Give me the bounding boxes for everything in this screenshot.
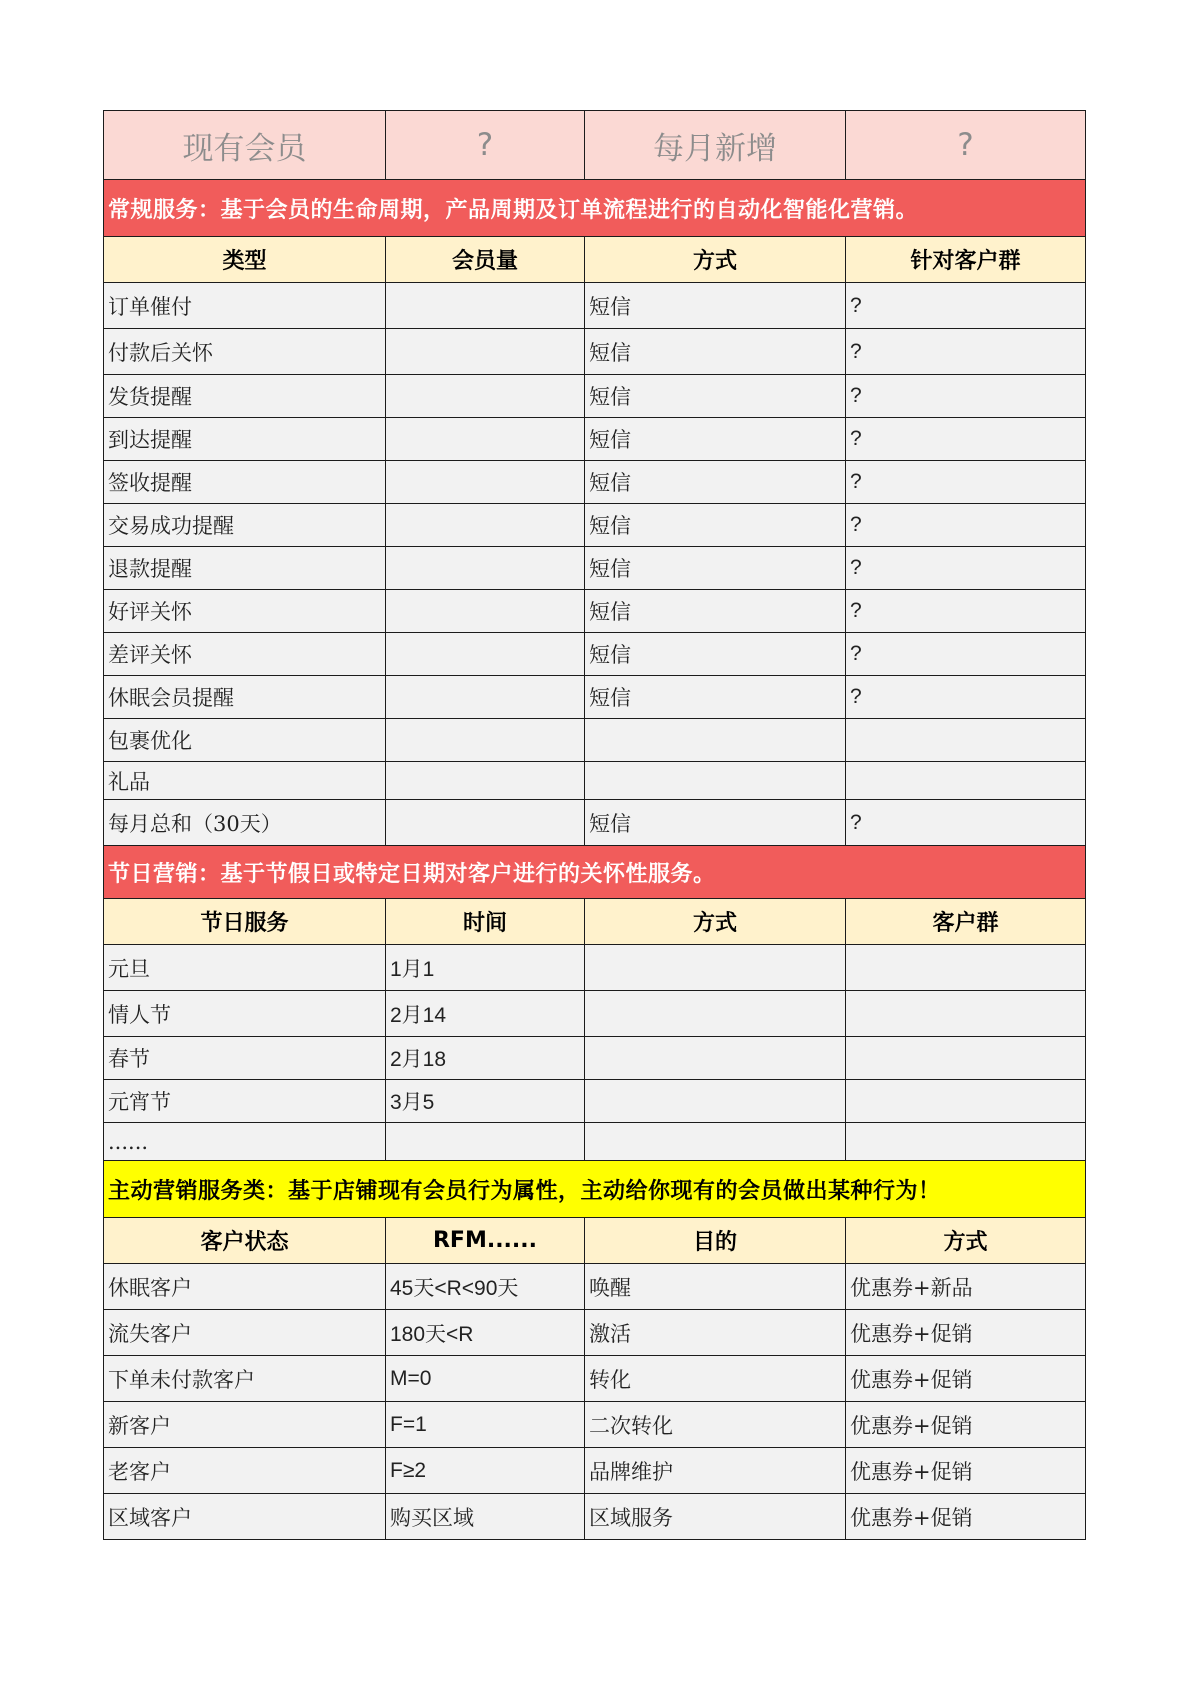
holiday-date-cell[interactable]: 3月5 bbox=[386, 1080, 585, 1123]
holiday-date-cell[interactable] bbox=[386, 1123, 585, 1161]
routine-method-cell[interactable]: 短信 bbox=[585, 676, 846, 719]
holiday-method-cell[interactable] bbox=[585, 1123, 846, 1161]
active-rfm-cell[interactable]: M=0 bbox=[386, 1356, 585, 1402]
monthly-new-value[interactable]: ? bbox=[846, 111, 1086, 180]
routine-volume-cell[interactable] bbox=[386, 633, 585, 676]
active-method-cell[interactable]: 优惠券+促销 bbox=[846, 1310, 1086, 1356]
active-banner-row bbox=[104, 1161, 1086, 1218]
routine-volume-cell[interactable] bbox=[386, 676, 585, 719]
routine-type-cell[interactable]: 订单催付 bbox=[104, 283, 386, 329]
routine-row bbox=[104, 329, 1086, 375]
active-header-goal: 目的 bbox=[585, 1218, 846, 1264]
holiday-header-row bbox=[104, 899, 1086, 945]
routine-method-cell[interactable] bbox=[585, 719, 846, 762]
active-header-status: 客户状态 bbox=[104, 1218, 386, 1264]
holiday-group-cell[interactable] bbox=[846, 945, 1086, 991]
summary-row bbox=[104, 111, 1086, 180]
routine-type-cell[interactable]: 休眠会员提醒 bbox=[104, 676, 386, 719]
active-rfm-cell[interactable]: 180天<R bbox=[386, 1310, 585, 1356]
routine-row bbox=[104, 719, 1086, 762]
routine-group-cell[interactable]: ? bbox=[846, 283, 1086, 329]
routine-row bbox=[104, 633, 1086, 676]
active-row bbox=[104, 1264, 1086, 1310]
routine-type-cell[interactable]: 好评关怀 bbox=[104, 590, 386, 633]
active-header-rfm: RFM...... bbox=[386, 1218, 585, 1264]
routine-group-cell[interactable]: ? bbox=[846, 547, 1086, 590]
routine-group-cell[interactable]: ? bbox=[846, 461, 1086, 504]
routine-volume-cell[interactable] bbox=[386, 329, 585, 375]
holiday-header-name: 节日服务 bbox=[104, 899, 386, 945]
holiday-header-group: 客户群 bbox=[846, 899, 1086, 945]
routine-row bbox=[104, 375, 1086, 418]
holiday-date-cell[interactable]: 2月14 bbox=[386, 991, 585, 1037]
holiday-group-cell[interactable] bbox=[846, 1080, 1086, 1123]
active-status-cell[interactable]: 区域客户 bbox=[104, 1494, 386, 1540]
holiday-name-cell[interactable]: 情人节 bbox=[104, 991, 386, 1037]
active-status-cell[interactable]: 流失客户 bbox=[104, 1310, 386, 1356]
holiday-group-cell[interactable] bbox=[846, 1037, 1086, 1080]
routine-group-cell[interactable]: ? bbox=[846, 329, 1086, 375]
routine-type-cell[interactable]: 到达提醒 bbox=[104, 418, 386, 461]
active-header-row bbox=[104, 1218, 1086, 1264]
active-goal-cell[interactable]: 转化 bbox=[585, 1356, 846, 1402]
routine-volume-cell[interactable] bbox=[386, 800, 585, 846]
routine-group-cell[interactable]: ? bbox=[846, 800, 1086, 846]
active-rfm-cell[interactable]: 45天<R<90天 bbox=[386, 1264, 585, 1310]
routine-method-cell[interactable]: 短信 bbox=[585, 633, 846, 676]
routine-banner: 常规服务：基于会员的生命周期，产品周期及订单流程进行的自动化智能化营销。 bbox=[104, 180, 1086, 237]
active-status-cell[interactable]: 老客户 bbox=[104, 1448, 386, 1494]
routine-method-cell[interactable]: 短信 bbox=[585, 283, 846, 329]
existing-members-value[interactable]: ? bbox=[386, 111, 585, 180]
routine-type-cell[interactable]: 发货提醒 bbox=[104, 375, 386, 418]
routine-row bbox=[104, 283, 1086, 329]
routine-row bbox=[104, 418, 1086, 461]
holiday-header-date: 时间 bbox=[386, 899, 585, 945]
routine-volume-cell[interactable] bbox=[386, 719, 585, 762]
routine-method-cell[interactable]: 短信 bbox=[585, 547, 846, 590]
routine-volume-cell[interactable] bbox=[386, 590, 585, 633]
holiday-row bbox=[104, 1037, 1086, 1080]
routine-method-cell[interactable]: 短信 bbox=[585, 590, 846, 633]
active-row bbox=[104, 1402, 1086, 1448]
holiday-row bbox=[104, 945, 1086, 991]
routine-header-method: 方式 bbox=[585, 237, 846, 283]
routine-banner-row bbox=[104, 180, 1086, 237]
holiday-row bbox=[104, 1080, 1086, 1123]
routine-row bbox=[104, 461, 1086, 504]
routine-type-cell[interactable]: 退款提醒 bbox=[104, 547, 386, 590]
active-row bbox=[104, 1310, 1086, 1356]
routine-row bbox=[104, 547, 1086, 590]
routine-group-cell[interactable] bbox=[846, 719, 1086, 762]
active-method-cell[interactable]: 优惠券+促销 bbox=[846, 1356, 1086, 1402]
routine-row bbox=[104, 676, 1086, 719]
routine-volume-cell[interactable] bbox=[386, 762, 585, 800]
active-method-cell[interactable]: 优惠券+促销 bbox=[846, 1402, 1086, 1448]
routine-method-cell[interactable]: 短信 bbox=[585, 329, 846, 375]
holiday-method-cell[interactable] bbox=[585, 1080, 846, 1123]
holiday-date-cell[interactable]: 2月18 bbox=[386, 1037, 585, 1080]
routine-header-row bbox=[104, 237, 1086, 283]
holiday-group-cell[interactable] bbox=[846, 1123, 1086, 1161]
routine-type-cell[interactable]: 交易成功提醒 bbox=[104, 504, 386, 547]
active-row bbox=[104, 1494, 1086, 1540]
routine-volume-cell[interactable] bbox=[386, 504, 585, 547]
routine-header-volume: 会员量 bbox=[386, 237, 585, 283]
active-row bbox=[104, 1448, 1086, 1494]
routine-method-cell[interactable]: 短信 bbox=[585, 418, 846, 461]
routine-group-cell[interactable]: ? bbox=[846, 633, 1086, 676]
active-rfm-cell[interactable]: 购买区域 bbox=[386, 1494, 585, 1540]
holiday-header-method: 方式 bbox=[585, 899, 846, 945]
routine-method-cell[interactable]: 短信 bbox=[585, 375, 846, 418]
routine-group-cell[interactable]: ? bbox=[846, 504, 1086, 547]
active-rfm-cell[interactable]: F=1 bbox=[386, 1402, 585, 1448]
active-method-cell[interactable]: 优惠券+促销 bbox=[846, 1494, 1086, 1540]
routine-method-cell[interactable]: 短信 bbox=[585, 461, 846, 504]
routine-group-cell[interactable] bbox=[846, 762, 1086, 800]
active-status-cell[interactable]: 下单未付款客户 bbox=[104, 1356, 386, 1402]
holiday-method-cell[interactable] bbox=[585, 945, 846, 991]
holiday-banner: 节日营销：基于节假日或特定日期对客户进行的关怀性服务。 bbox=[104, 846, 1086, 899]
active-method-cell[interactable]: 优惠券+促销 bbox=[846, 1448, 1086, 1494]
holiday-banner-row bbox=[104, 846, 1086, 899]
holiday-row bbox=[104, 991, 1086, 1037]
active-status-cell[interactable]: 休眠客户 bbox=[104, 1264, 386, 1310]
holiday-name-cell[interactable]: 春节 bbox=[104, 1037, 386, 1080]
routine-volume-cell[interactable] bbox=[386, 547, 585, 590]
member-marketing-table bbox=[103, 110, 1086, 1540]
routine-method-cell[interactable]: 短信 bbox=[585, 504, 846, 547]
active-header-method: 方式 bbox=[846, 1218, 1086, 1264]
active-rfm-cell[interactable]: F≥2 bbox=[386, 1448, 585, 1494]
holiday-name-cell[interactable]: ...... bbox=[104, 1123, 386, 1161]
active-goal-cell[interactable]: 区域服务 bbox=[585, 1494, 846, 1540]
routine-volume-cell[interactable] bbox=[386, 283, 585, 329]
routine-volume-cell[interactable] bbox=[386, 375, 585, 418]
active-goal-cell[interactable]: 二次转化 bbox=[585, 1402, 846, 1448]
holiday-group-cell[interactable] bbox=[846, 991, 1086, 1037]
holiday-method-cell[interactable] bbox=[585, 1037, 846, 1080]
active-goal-cell[interactable]: 唤醒 bbox=[585, 1264, 846, 1310]
routine-type-cell[interactable]: 每月总和（30天） bbox=[104, 800, 386, 846]
routine-group-cell[interactable]: ? bbox=[846, 676, 1086, 719]
holiday-row bbox=[104, 1123, 1086, 1161]
routine-row bbox=[104, 590, 1086, 633]
active-goal-cell[interactable]: 品牌维护 bbox=[585, 1448, 846, 1494]
active-banner: 主动营销服务类：基于店铺现有会员行为属性，主动给你现有的会员做出某种行为！ bbox=[104, 1161, 1086, 1218]
routine-row bbox=[104, 762, 1086, 800]
active-status-cell[interactable]: 新客户 bbox=[104, 1402, 386, 1448]
routine-header-type: 类型 bbox=[104, 237, 386, 283]
holiday-date-cell[interactable]: 1月1 bbox=[386, 945, 585, 991]
routine-row bbox=[104, 504, 1086, 547]
routine-group-cell[interactable]: ? bbox=[846, 375, 1086, 418]
existing-members-label: 现有会员 bbox=[104, 111, 386, 180]
holiday-name-cell[interactable]: 元宵节 bbox=[104, 1080, 386, 1123]
routine-method-cell[interactable]: 短信 bbox=[585, 800, 846, 846]
routine-group-cell[interactable]: ? bbox=[846, 418, 1086, 461]
routine-type-cell[interactable]: 签收提醒 bbox=[104, 461, 386, 504]
routine-header-group: 针对客户群 bbox=[846, 237, 1086, 283]
routine-method-cell[interactable] bbox=[585, 762, 846, 800]
routine-type-cell[interactable]: 礼品 bbox=[104, 762, 386, 800]
monthly-new-label: 每月新增 bbox=[585, 111, 846, 180]
active-method-cell[interactable]: 优惠券+新品 bbox=[846, 1264, 1086, 1310]
routine-group-cell[interactable]: ? bbox=[846, 590, 1086, 633]
active-row bbox=[104, 1356, 1086, 1402]
routine-type-cell[interactable]: 包裹优化 bbox=[104, 719, 386, 762]
routine-volume-cell[interactable] bbox=[386, 418, 585, 461]
routine-total-row bbox=[104, 800, 1086, 846]
active-goal-cell[interactable]: 激活 bbox=[585, 1310, 846, 1356]
holiday-method-cell[interactable] bbox=[585, 991, 846, 1037]
routine-type-cell[interactable]: 差评关怀 bbox=[104, 633, 386, 676]
routine-type-cell[interactable]: 付款后关怀 bbox=[104, 329, 386, 375]
routine-volume-cell[interactable] bbox=[386, 461, 585, 504]
holiday-name-cell[interactable]: 元旦 bbox=[104, 945, 386, 991]
